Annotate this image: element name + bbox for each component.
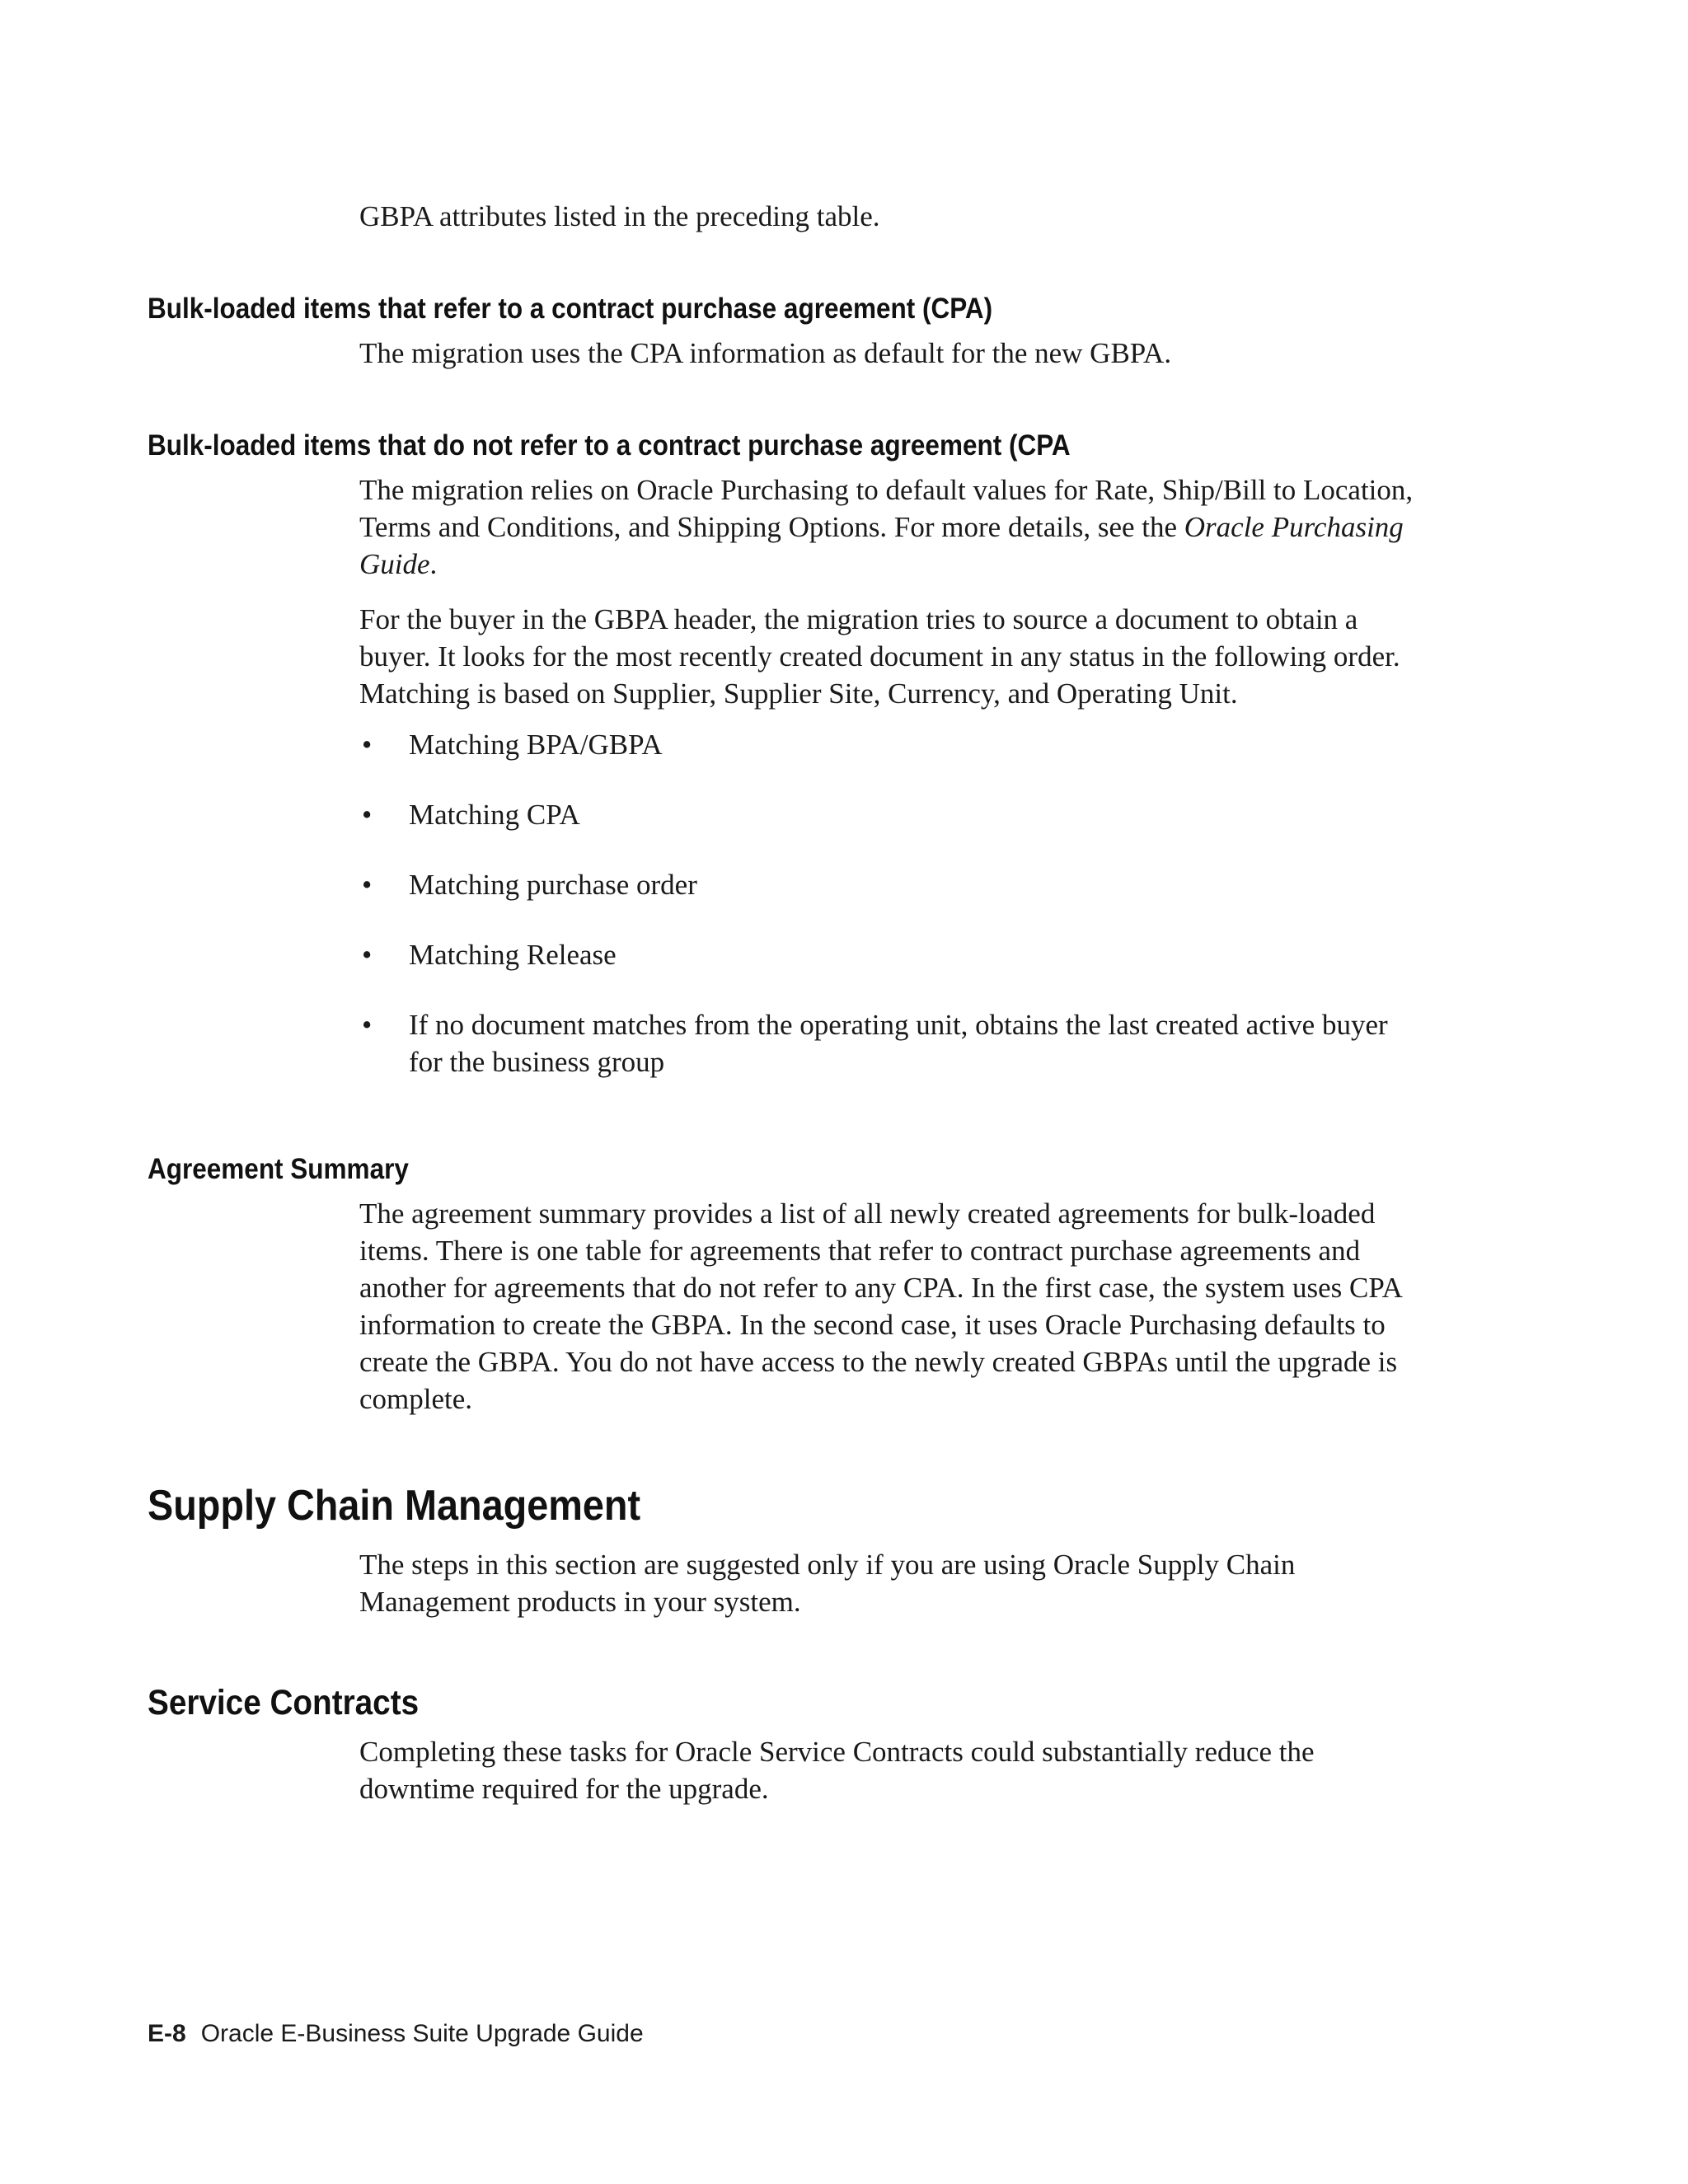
bullet-glyph: • xyxy=(362,799,373,831)
supply-chain-management-text: The steps in this section are suggested only if you are using Oracle Supply Chain Management products in your system. xyxy=(359,1549,1296,1618)
heading-service-contracts: Service Contracts xyxy=(148,1683,420,1722)
list-item-text: Matching purchase order xyxy=(409,869,697,901)
page-number: E-8 xyxy=(148,2020,186,2047)
oracle-purchasing-guide-title: Oracle Purchasing Guide xyxy=(359,511,1404,580)
bullet-glyph: • xyxy=(362,1009,373,1041)
items-no-cpa-paragraph-2: For the buyer in the GBPA header, the migration tries to source a document to obtain a buyer. It looks for the most recently created document in any status in the following order. Matching is based on Supplier, Supplier Site, Currency, and Operating Unit. xyxy=(359,603,1400,710)
intro-continuation-text: GBPA attributes listed in the preceding table. xyxy=(359,200,880,232)
items-refer-cpa-text: The migration uses the CPA information as default for the new GBPA. xyxy=(359,337,1172,369)
page-footer xyxy=(148,2019,644,2049)
service-contracts-text: Completing these tasks for Oracle Service Contracts could substantially reduce the downtime required for the upgrade. xyxy=(359,1736,1315,1805)
items-no-cpa-para1-text: The migration relies on Oracle Purchasing to default values for Rate, Ship/Bill to Location, Terms and Conditions, and Shipping Options. For more details, see the xyxy=(359,474,1414,543)
heading-items-refer-cpa: Bulk-loaded items that refer to a contract purchase agreement (CPA) xyxy=(148,293,993,325)
bullet-glyph: • xyxy=(362,939,373,971)
list-item-text: Matching BPA/GBPA xyxy=(409,729,663,761)
heading-supply-chain-management: Supply Chain Management xyxy=(148,1482,641,1530)
items-no-cpa-para1-end: . xyxy=(429,548,438,580)
bullet-glyph: • xyxy=(362,729,373,761)
agreement-summary-text: The agreement summary provides a list of all newly created agreements for bulk-loaded items. There is one table for agreements that refer to contract purchase agreements and another for agreements that do not refer to any CPA. In the first case, the system uses CPA information to create the GBPA. In the second case, it uses Oracle Purchasing defaults to create the GBPA. You do not have access to the newly created GBPAs until the upgrade is complete. xyxy=(359,1197,1401,1415)
list-item-text: Matching CPA xyxy=(409,799,580,831)
heading-agreement-summary: Agreement Summary xyxy=(148,1153,409,1185)
list-item-text: If no document matches from the operating unit, obtains the last created active buyer for the business group xyxy=(409,1009,1388,1078)
bullet-glyph: • xyxy=(362,869,373,901)
book-title: Oracle E-Business Suite Upgrade Guide xyxy=(200,2020,644,2047)
heading-items-no-cpa: Bulk-loaded items that do not refer to a contract purchase agreement (CPA xyxy=(148,429,1071,462)
items-no-cpa-paragraph-1 xyxy=(359,471,1431,583)
list-item-text: Matching Release xyxy=(409,939,617,971)
